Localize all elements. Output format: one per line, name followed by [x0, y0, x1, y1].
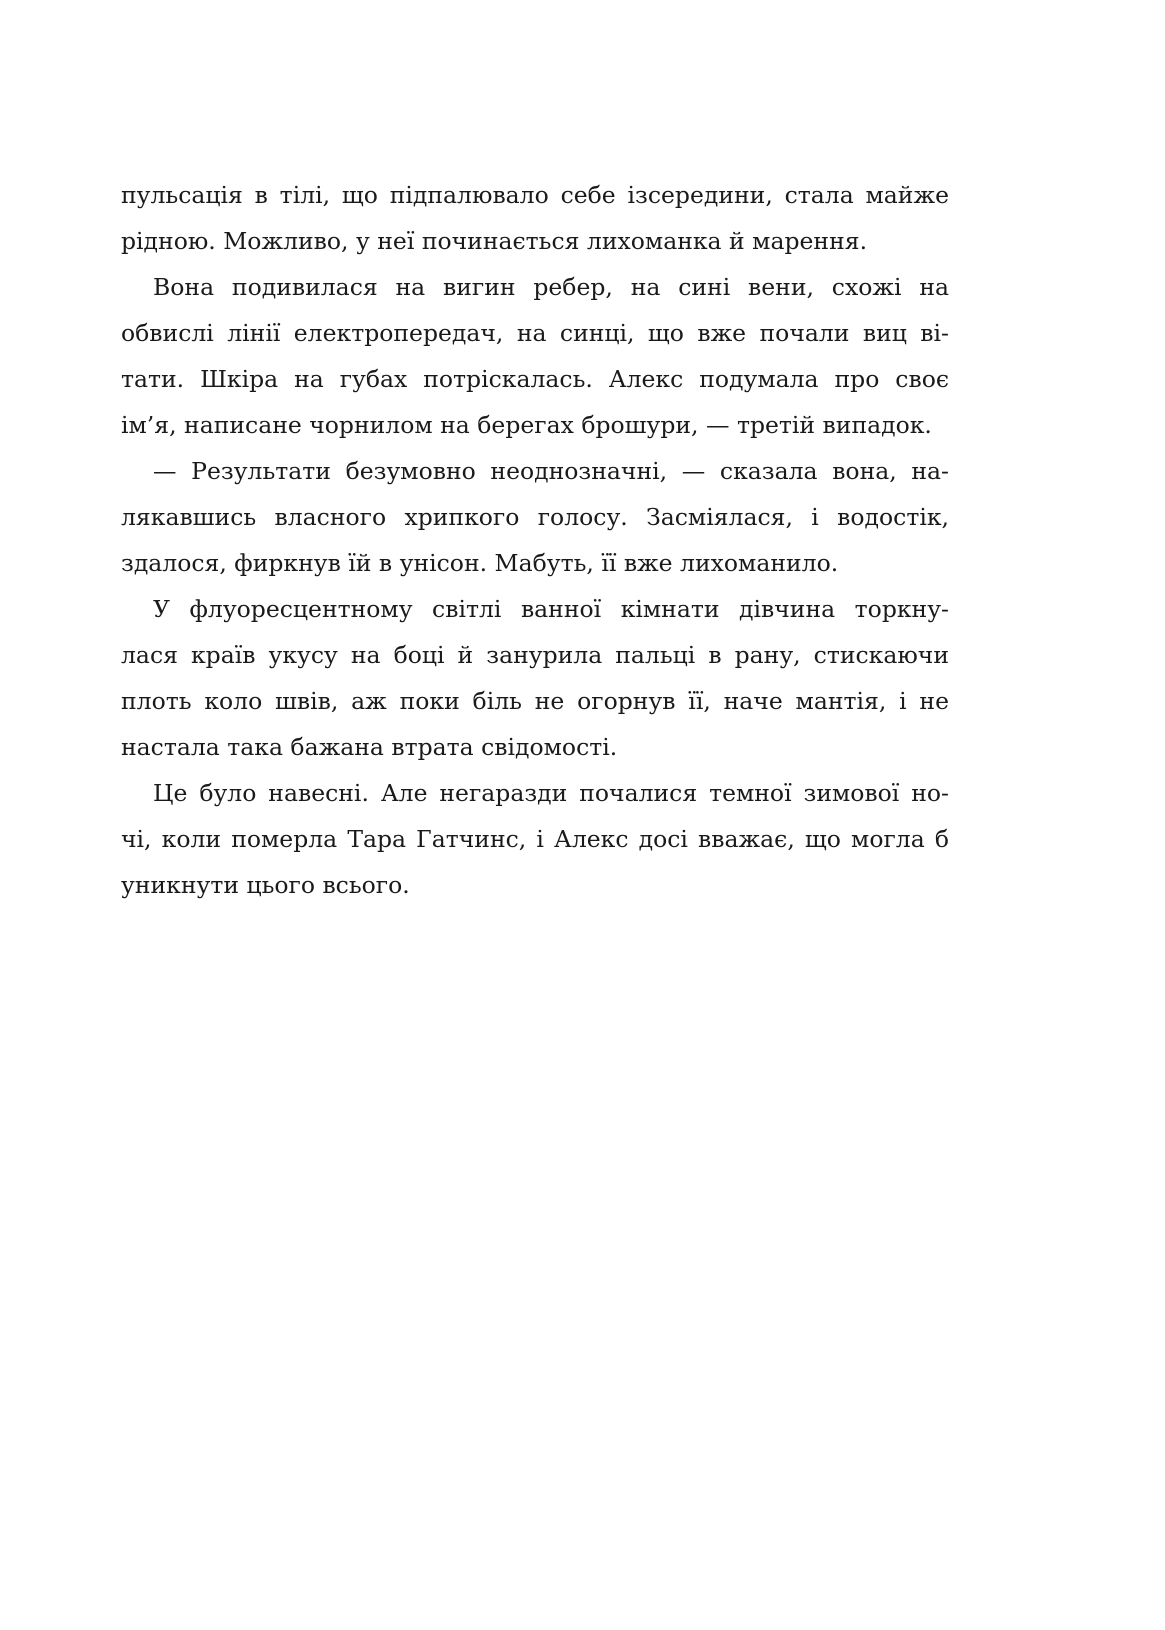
text-line: лася країв укусу на боці й занурила пальці в рану, стискаючи: [121, 641, 949, 669]
paragraph-3: [121, 448, 949, 586]
text-line: настала така бажана втрата свідомості.: [121, 733, 618, 761]
text-line: уникнути цього всього.: [121, 871, 410, 899]
paragraph-1: [121, 172, 949, 264]
text-line: обвислі лінії електропередач, на синці, що вже почали виц ві-: [121, 319, 949, 347]
text-line: У флуоресцентному світлі ванної кімнати дівчина торкну-: [153, 595, 949, 623]
paragraph-2: [121, 264, 949, 448]
text-line: ім’я, написане чорнилом на берегах брошури, — третій випадок.: [121, 411, 932, 439]
text-line: плоть коло швів, аж поки біль не огорнув її, наче мантія, і не: [121, 687, 949, 715]
text-line: лякавшись власного хрипкого голосу. Засміялася, і водостік,: [121, 503, 949, 531]
text-line: Це було навесні. Але негаразди почалися темної зимової но-: [153, 779, 949, 807]
text-line: — Результати безумовно неоднозначні, — сказала вона, на-: [153, 457, 949, 485]
text-line: рідною. Можливо, у неї починається лихоманка й марення.: [121, 227, 868, 255]
text-line: чі, коли померла Тара Гатчинс, і Алекс досі вважає, що могла б: [121, 825, 949, 853]
text-line: Вона подивилася на вигин ребер, на сині вени, схожі на: [153, 273, 949, 301]
text-line: здалося, фиркнув їй в унісон. Мабуть, її вже лихоманило.: [121, 549, 839, 577]
paragraph-4: [121, 586, 949, 770]
paragraph-5: [121, 770, 949, 908]
text-line: пульсація в тілі, що підпалювало себе ізсередини, стала майже: [121, 181, 949, 209]
body-text: [121, 172, 949, 908]
text-line: тати. Шкіра на губах потріскалась. Алекс подумала про своє: [121, 365, 949, 393]
